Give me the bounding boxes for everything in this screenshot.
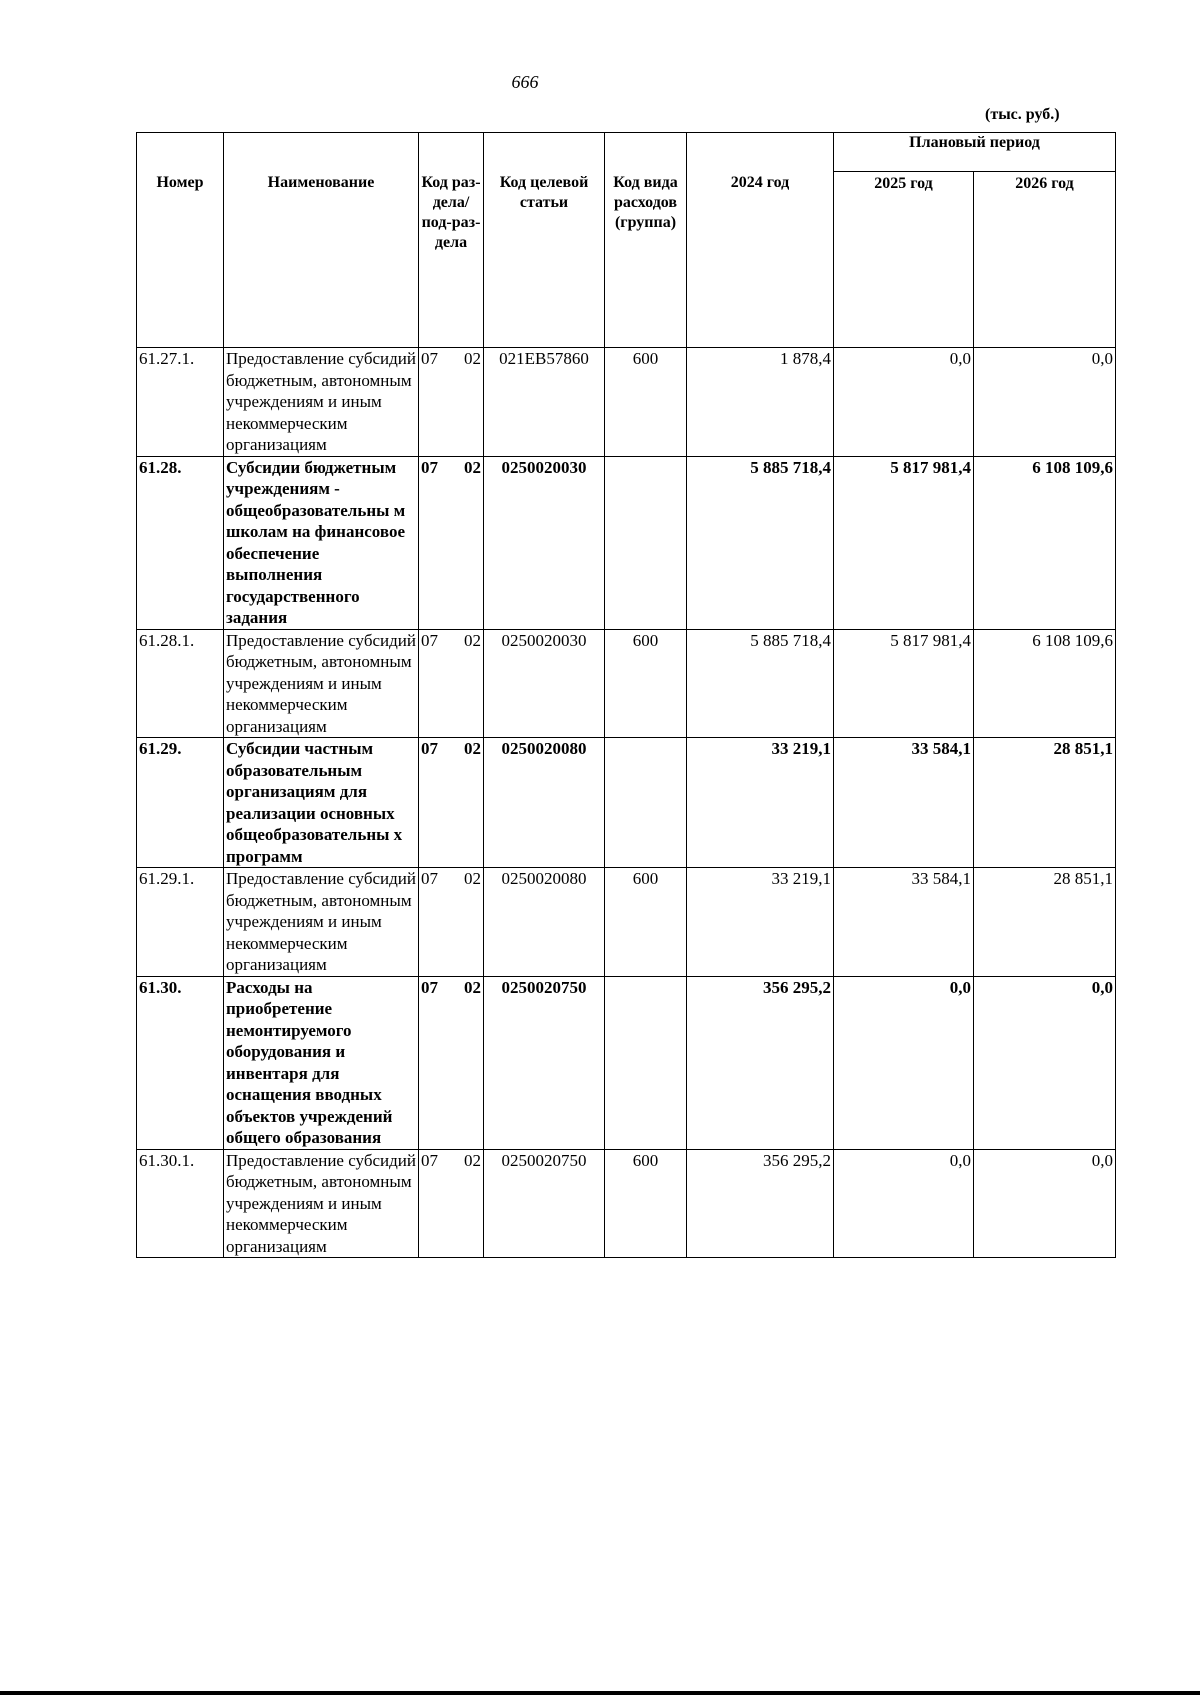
row-value-2025: 5 817 981,4: [834, 456, 974, 629]
header-row-top: [137, 133, 1116, 172]
row-section-code: [419, 456, 484, 629]
subsection-code: 02: [464, 630, 481, 650]
row-target-code: 021EB57860: [484, 348, 605, 457]
header-expense-type: Код вида расходов (группа): [605, 133, 687, 348]
table-row: [137, 868, 1116, 977]
section-code: 07: [421, 739, 438, 758]
row-value-2025: 0,0: [834, 1149, 974, 1258]
row-target-code: 0250020030: [484, 629, 605, 738]
row-number: 61.28.: [137, 456, 224, 629]
row-expense-type: 600: [605, 348, 687, 457]
row-name: Субсидии бюджетным учреждениям - общеобразовательны м школам на финансовое обеспечение выполнения государственного задания: [224, 456, 419, 629]
row-name: Расходы на приобретение немонтируемого оборудования и инвентаря для оснащения вводных объектов учреждений общего образования: [224, 976, 419, 1149]
budget-table: [136, 132, 1116, 1258]
subsection-code: 02: [464, 977, 481, 997]
row-expense-type: [605, 456, 687, 629]
subsection-code: 02: [464, 349, 481, 368]
row-number: 61.29.: [137, 738, 224, 868]
row-target-code: 0250020080: [484, 868, 605, 977]
row-value-2026: 6 108 109,6: [974, 456, 1116, 629]
section-code: 07: [421, 349, 438, 368]
section-code: 07: [421, 457, 438, 477]
row-value-2026: 0,0: [974, 348, 1116, 457]
row-value-2026: 28 851,1: [974, 868, 1116, 977]
units-label: (тыс. руб.): [985, 106, 1060, 123]
row-section-code: [419, 1149, 484, 1258]
row-name: Предоставление субсидий бюджетным, автономным учреждениям и иным некоммерческим организациям: [224, 348, 419, 457]
row-value-2024: 5 885 718,4: [687, 456, 834, 629]
table-row: [137, 348, 1116, 457]
row-value-2025: 0,0: [834, 976, 974, 1149]
row-value-2024: 356 295,2: [687, 1149, 834, 1258]
section-code: 07: [421, 1150, 438, 1170]
row-name: Предоставление субсидий бюджетным, автономным учреждениям и иным некоммерческим организациям: [224, 629, 419, 738]
row-section-code: [419, 629, 484, 738]
row-number: 61.30.1.: [137, 1149, 224, 1258]
row-section-code: [419, 738, 484, 868]
header-year-2026: 2026 год: [974, 172, 1116, 348]
row-target-code: 0250020080: [484, 738, 605, 868]
row-name: Субсидии частным образовательным организациям для реализации основных общеобразовательны х программ: [224, 738, 419, 868]
row-value-2024: 5 885 718,4: [687, 629, 834, 738]
row-name: Предоставление субсидий бюджетным, автономным учреждениям и иным некоммерческим организациям: [224, 1149, 419, 1258]
row-value-2024: 33 219,1: [687, 868, 834, 977]
row-value-2024: 33 219,1: [687, 738, 834, 868]
row-expense-type: [605, 738, 687, 868]
row-target-code: 0250020750: [484, 976, 605, 1149]
row-section-code: [419, 348, 484, 457]
row-number: 61.27.1.: [137, 348, 224, 457]
row-expense-type: 600: [605, 1149, 687, 1258]
section-code: 07: [421, 869, 438, 888]
header-name: Наименование: [224, 133, 419, 348]
row-expense-type: 600: [605, 868, 687, 977]
row-value-2025: 33 584,1: [834, 868, 974, 977]
header-year-2025: 2025 год: [834, 172, 974, 348]
subsection-code: 02: [464, 1150, 481, 1170]
row-target-code: 0250020030: [484, 456, 605, 629]
header-number: Номер: [137, 133, 224, 348]
row-value-2025: 5 817 981,4: [834, 629, 974, 738]
row-value-2026: 0,0: [974, 1149, 1116, 1258]
header-year-2024: 2024 год: [687, 133, 834, 348]
header-planned-period: Плановый период: [834, 133, 1116, 172]
row-value-2025: 33 584,1: [834, 738, 974, 868]
row-value-2026: 0,0: [974, 976, 1116, 1149]
table-body: [137, 348, 1116, 1258]
row-section-code: [419, 868, 484, 977]
subsection-code: 02: [464, 869, 481, 888]
section-code: 07: [421, 977, 438, 997]
row-expense-type: [605, 976, 687, 1149]
row-value-2024: 1 878,4: [687, 348, 834, 457]
subsection-code: 02: [464, 457, 481, 477]
section-code: 07: [421, 630, 438, 650]
table-row: [137, 738, 1116, 868]
row-target-code: 0250020750: [484, 1149, 605, 1258]
row-value-2026: 28 851,1: [974, 738, 1116, 868]
row-value-2026: 6 108 109,6: [974, 629, 1116, 738]
table-row: [137, 629, 1116, 738]
table-row: [137, 1149, 1116, 1258]
header-target-code: Код целевой статьи: [484, 133, 605, 348]
row-number: 61.30.: [137, 976, 224, 1149]
row-expense-type: 600: [605, 629, 687, 738]
table-row: [137, 456, 1116, 629]
row-number: 61.29.1.: [137, 868, 224, 977]
header-section-code: Код раз-дела/ под-раз-дела: [419, 133, 484, 348]
page-number: 666: [511, 72, 539, 92]
row-section-code: [419, 976, 484, 1149]
row-value-2025: 0,0: [834, 348, 974, 457]
page-bottom-edge: [0, 1691, 1200, 1695]
subsection-code: 02: [464, 739, 481, 758]
table-row: [137, 976, 1116, 1149]
row-name: Предоставление субсидий бюджетным, автономным учреждениям и иным некоммерческим организациям: [224, 868, 419, 977]
row-value-2024: 356 295,2: [687, 976, 834, 1149]
row-number: 61.28.1.: [137, 629, 224, 738]
